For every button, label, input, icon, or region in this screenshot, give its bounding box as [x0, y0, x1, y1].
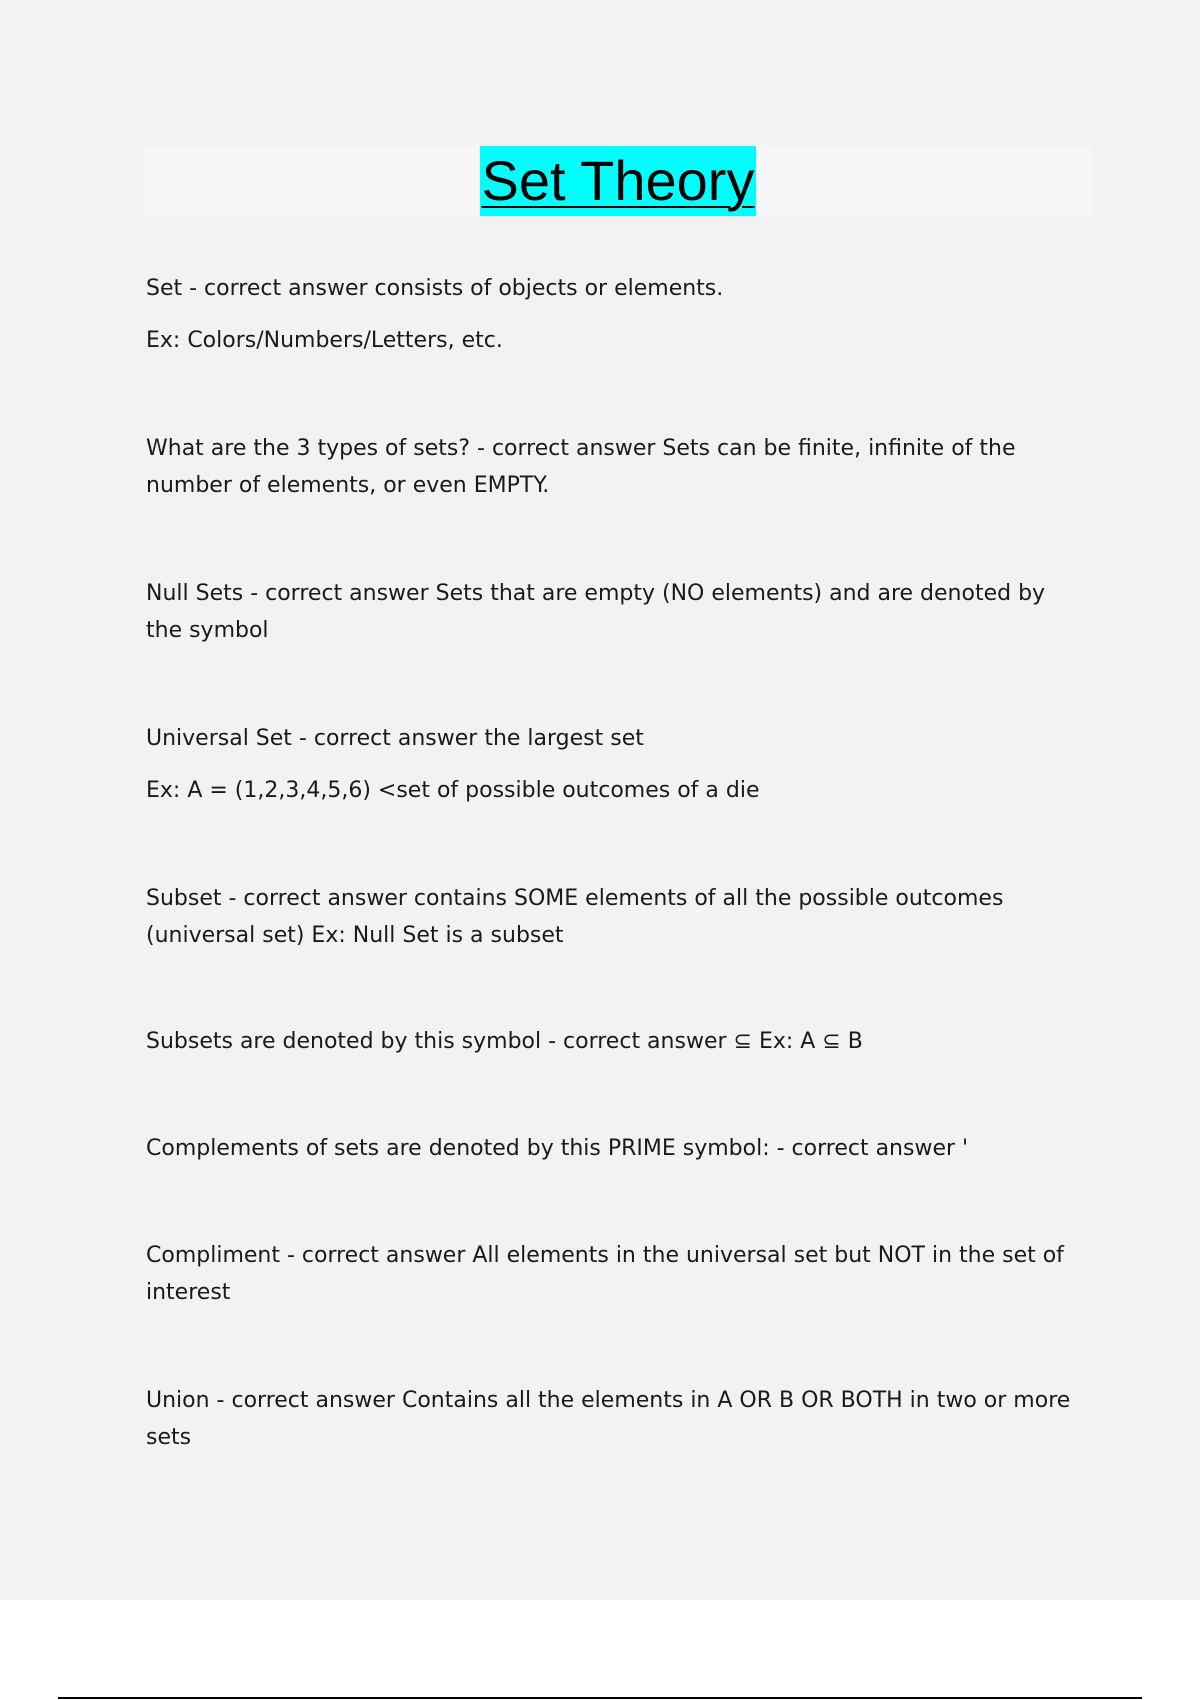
entry-text: Ex: Colors/Numbers/Letters, etc. [146, 328, 503, 353]
entry-universal-set [146, 720, 1086, 809]
entry-null-sets [146, 575, 1086, 649]
entry-compliment [146, 1237, 1086, 1311]
entry-text: Ex: A = (1,2,3,4,5,6) <set of possible outcomes of a die [146, 778, 760, 803]
page-title: Set Theory [480, 146, 757, 216]
entry-set [146, 270, 1086, 359]
entry-subset [146, 880, 1086, 954]
entry-subset-symbol [146, 1023, 1086, 1060]
entry-text: Null Sets - correct answer Sets that are empty (NO elements) and are denoted by the symbol [146, 581, 1046, 643]
entry-text: Union - correct answer Contains all the elements in A OR B OR BOTH in two or more sets [146, 1388, 1071, 1450]
title-band [144, 146, 1092, 216]
entry-text: Compliment - correct answer All elements in the universal set but NOT in the set of interest [146, 1243, 1064, 1305]
entry-text: Set - correct answer consists of objects or elements. [146, 276, 724, 301]
entry-text: Complements of sets are denoted by this PRIME symbol: - correct answer ' [146, 1136, 969, 1161]
entry-union [146, 1382, 1086, 1456]
entry-text: What are the 3 types of sets? - correct answer Sets can be finite, infinite of the number of elements, or even EMPTY. [146, 436, 1016, 498]
entry-text: Subset - correct answer contains SOME elements of all the possible outcomes (universal set) Ex: Null Set is a subset [146, 886, 1004, 948]
entry-types-of-sets [146, 430, 1086, 504]
entry-text: Subsets are denoted by this symbol - correct answer ⊆ Ex: A ⊆ B [146, 1029, 863, 1054]
entry-text: Universal Set - correct answer the largest set [146, 726, 644, 751]
entry-complement-symbol [146, 1130, 1086, 1167]
footer-divider [58, 1697, 1142, 1699]
